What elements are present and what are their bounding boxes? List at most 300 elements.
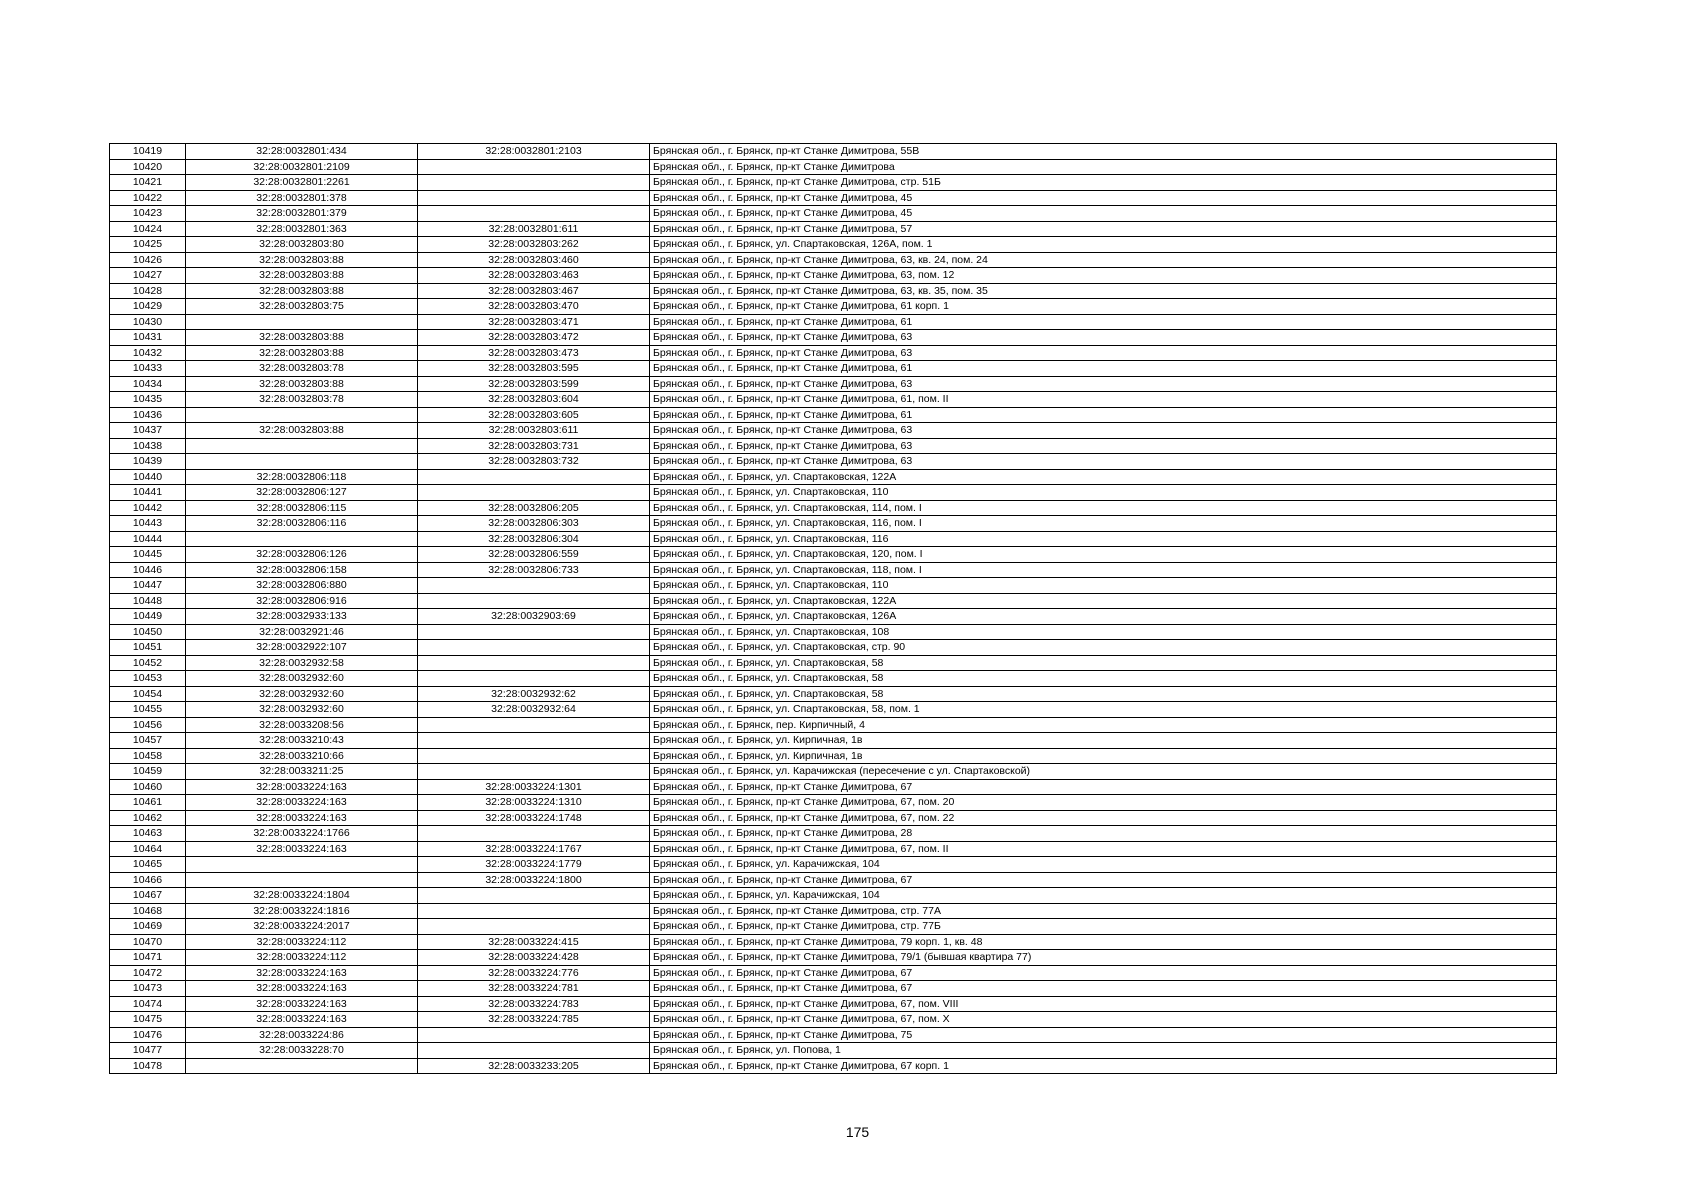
row-number-cell: 10449 (110, 609, 186, 625)
land-cadastral-number-cell: 32:28:0033224:1804 (186, 888, 418, 904)
address-cell: Брянская обл., г. Брянск, ул. Спартаковская, 118, пом. I (650, 562, 1557, 578)
row-number-cell: 10464 (110, 841, 186, 857)
table-row (110, 640, 1557, 656)
table-row (110, 857, 1557, 873)
land-cadastral-number-cell: 32:28:0032806:118 (186, 469, 418, 485)
land-cadastral-number-cell: 32:28:0032921:46 (186, 624, 418, 640)
land-cadastral-number-cell: 32:28:0032806:116 (186, 516, 418, 532)
address-cell: Брянская обл., г. Брянск, ул. Спартаковская, 58 (650, 686, 1557, 702)
building-cadastral-number-cell (418, 764, 650, 780)
address-cell: Брянская обл., г. Брянск, ул. Карачижская, 104 (650, 857, 1557, 873)
address-cell: Брянская обл., г. Брянск, ул. Кирпичная, 1в (650, 733, 1557, 749)
address-cell: Брянская обл., г. Брянск, пр-кт Станке Димитрова, 75 (650, 1027, 1557, 1043)
row-number-cell: 10445 (110, 547, 186, 563)
row-number-cell: 10470 (110, 934, 186, 950)
table-row (110, 485, 1557, 501)
address-cell: Брянская обл., г. Брянск, ул. Спартаковская, 120, пом. I (650, 547, 1557, 563)
row-number-cell: 10454 (110, 686, 186, 702)
address-cell: Брянская обл., г. Брянск, ул. Спартаковская, 126А, пом. 1 (650, 237, 1557, 253)
land-cadastral-number-cell: 32:28:0033224:86 (186, 1027, 418, 1043)
building-cadastral-number-cell (418, 671, 650, 687)
table-row (110, 981, 1557, 997)
land-cadastral-number-cell: 32:28:0032803:88 (186, 330, 418, 346)
address-cell: Брянская обл., г. Брянск, пр-кт Станке Димитрова, 79 корп. 1, кв. 48 (650, 934, 1557, 950)
building-cadastral-number-cell: 32:28:0032803:460 (418, 252, 650, 268)
building-cadastral-number-cell: 32:28:0032803:599 (418, 376, 650, 392)
table-row (110, 950, 1557, 966)
table-row (110, 237, 1557, 253)
row-number-cell: 10462 (110, 810, 186, 826)
building-cadastral-number-cell (418, 640, 650, 656)
table-row (110, 748, 1557, 764)
table-row (110, 671, 1557, 687)
building-cadastral-number-cell: 32:28:0032801:611 (418, 221, 650, 237)
address-cell: Брянская обл., г. Брянск, пр-кт Станке Димитрова (650, 159, 1557, 175)
land-cadastral-number-cell: 32:28:0033224:163 (186, 795, 418, 811)
row-number-cell: 10446 (110, 562, 186, 578)
table-row (110, 841, 1557, 857)
land-cadastral-number-cell (186, 857, 418, 873)
row-number-cell: 10458 (110, 748, 186, 764)
table-row (110, 1012, 1557, 1028)
land-cadastral-number-cell: 32:28:0032801:2109 (186, 159, 418, 175)
land-cadastral-number-cell: 32:28:0032806:115 (186, 500, 418, 516)
address-cell: Брянская обл., г. Брянск, пр-кт Станке Димитрова, 67 (650, 965, 1557, 981)
address-cell: Брянская обл., г. Брянск, пр-кт Станке Димитрова, 28 (650, 826, 1557, 842)
building-cadastral-number-cell: 32:28:0033224:783 (418, 996, 650, 1012)
address-cell: Брянская обл., г. Брянск, пр-кт Станке Димитрова, 67 корп. 1 (650, 1058, 1557, 1074)
building-cadastral-number-cell (418, 190, 650, 206)
address-cell: Брянская обл., г. Брянск, пр-кт Станке Димитрова, 63, кв. 24, пом. 24 (650, 252, 1557, 268)
table-row (110, 423, 1557, 439)
land-cadastral-number-cell: 32:28:0033224:163 (186, 1012, 418, 1028)
table-row (110, 609, 1557, 625)
building-cadastral-number-cell (418, 655, 650, 671)
table-row (110, 299, 1557, 315)
land-cadastral-number-cell: 32:28:0032932:60 (186, 702, 418, 718)
building-cadastral-number-cell: 32:28:0032803:467 (418, 283, 650, 299)
land-cadastral-number-cell: 32:28:0033224:163 (186, 810, 418, 826)
row-number-cell: 10444 (110, 531, 186, 547)
row-number-cell: 10436 (110, 407, 186, 423)
land-cadastral-number-cell: 32:28:0032803:78 (186, 361, 418, 377)
row-number-cell: 10465 (110, 857, 186, 873)
address-cell: Брянская обл., г. Брянск, пр-кт Станке Димитрова, 63, пом. 12 (650, 268, 1557, 284)
address-cell: Брянская обл., г. Брянск, пр-кт Станке Димитрова, 63 (650, 376, 1557, 392)
table-row (110, 376, 1557, 392)
land-cadastral-number-cell: 32:28:0032803:88 (186, 376, 418, 392)
building-cadastral-number-cell (418, 903, 650, 919)
row-number-cell: 10427 (110, 268, 186, 284)
land-cadastral-number-cell (186, 438, 418, 454)
address-cell: Брянская обл., г. Брянск, ул. Спартаковская, 110 (650, 485, 1557, 501)
land-cadastral-number-cell: 32:28:0033208:56 (186, 717, 418, 733)
table-row (110, 252, 1557, 268)
building-cadastral-number-cell: 32:28:0032806:304 (418, 531, 650, 547)
row-number-cell: 10467 (110, 888, 186, 904)
building-cadastral-number-cell: 32:28:0032803:470 (418, 299, 650, 315)
table-row (110, 438, 1557, 454)
table-row (110, 1058, 1557, 1074)
table-row (110, 578, 1557, 594)
table-row (110, 330, 1557, 346)
building-cadastral-number-cell: 32:28:0033224:781 (418, 981, 650, 997)
row-number-cell: 10420 (110, 159, 186, 175)
row-number-cell: 10441 (110, 485, 186, 501)
row-number-cell: 10438 (110, 438, 186, 454)
address-cell: Брянская обл., г. Брянск, пр-кт Станке Димитрова, 61 (650, 361, 1557, 377)
address-cell: Брянская обл., г. Брянск, пр-кт Станке Димитрова, 61 корп. 1 (650, 299, 1557, 315)
table-row (110, 345, 1557, 361)
address-cell: Брянская обл., г. Брянск, пр-кт Станке Димитрова, 63 (650, 454, 1557, 470)
row-number-cell: 10455 (110, 702, 186, 718)
building-cadastral-number-cell: 32:28:0032932:64 (418, 702, 650, 718)
row-number-cell: 10476 (110, 1027, 186, 1043)
address-cell: Брянская обл., г. Брянск, ул. Спартаковская, 116 (650, 531, 1557, 547)
land-cadastral-number-cell: 32:28:0033224:163 (186, 996, 418, 1012)
row-number-cell: 10432 (110, 345, 186, 361)
address-cell: Брянская обл., г. Брянск, ул. Карачижская, 104 (650, 888, 1557, 904)
row-number-cell: 10437 (110, 423, 186, 439)
table-row (110, 547, 1557, 563)
land-cadastral-number-cell: 32:28:0033224:1816 (186, 903, 418, 919)
address-cell: Брянская обл., г. Брянск, пр-кт Станке Димитрова, 45 (650, 190, 1557, 206)
land-cadastral-number-cell: 32:28:0033224:112 (186, 950, 418, 966)
land-cadastral-number-cell (186, 531, 418, 547)
row-number-cell: 10459 (110, 764, 186, 780)
building-cadastral-number-cell (418, 888, 650, 904)
row-number-cell: 10469 (110, 919, 186, 935)
address-cell: Брянская обл., г. Брянск, ул. Спартаковская, 116, пом. I (650, 516, 1557, 532)
building-cadastral-number-cell: 32:28:0032932:62 (418, 686, 650, 702)
building-cadastral-number-cell (418, 748, 650, 764)
table-row (110, 965, 1557, 981)
address-cell: Брянская обл., г. Брянск, ул. Спартаковская, 58, пом. 1 (650, 702, 1557, 718)
building-cadastral-number-cell: 32:28:0032803:463 (418, 268, 650, 284)
land-cadastral-number-cell: 32:28:0032806:126 (186, 547, 418, 563)
land-cadastral-number-cell (186, 1058, 418, 1074)
land-cadastral-number-cell: 32:28:0032803:75 (186, 299, 418, 315)
address-cell: Брянская обл., г. Брянск, пр-кт Станке Димитрова, 63 (650, 345, 1557, 361)
address-cell: Брянская обл., г. Брянск, пр-кт Станке Димитрова, 63 (650, 330, 1557, 346)
row-number-cell: 10466 (110, 872, 186, 888)
building-cadastral-number-cell: 32:28:0033233:205 (418, 1058, 650, 1074)
land-cadastral-number-cell: 32:28:0032803:88 (186, 423, 418, 439)
land-cadastral-number-cell: 32:28:0032801:434 (186, 144, 418, 160)
table-row (110, 531, 1557, 547)
table-row (110, 283, 1557, 299)
table-row (110, 624, 1557, 640)
building-cadastral-number-cell: 32:28:0033224:1301 (418, 779, 650, 795)
address-cell: Брянская обл., г. Брянск, пр-кт Станке Димитрова, 63, кв. 35, пом. 35 (650, 283, 1557, 299)
table-row (110, 655, 1557, 671)
row-number-cell: 10435 (110, 392, 186, 408)
land-cadastral-number-cell: 32:28:0032932:60 (186, 671, 418, 687)
row-number-cell: 10473 (110, 981, 186, 997)
row-number-cell: 10425 (110, 237, 186, 253)
address-cell: Брянская обл., г. Брянск, ул. Спартаковская, 58 (650, 671, 1557, 687)
address-cell: Брянская обл., г. Брянск, пр-кт Станке Димитрова, 67, пом. VIII (650, 996, 1557, 1012)
table-row (110, 717, 1557, 733)
land-cadastral-number-cell: 32:28:0033228:70 (186, 1043, 418, 1059)
address-cell: Брянская обл., г. Брянск, пр-кт Станке Димитрова, стр. 77А (650, 903, 1557, 919)
row-number-cell: 10439 (110, 454, 186, 470)
table-row (110, 190, 1557, 206)
address-cell: Брянская обл., г. Брянск, ул. Спартаковская, 108 (650, 624, 1557, 640)
building-cadastral-number-cell (418, 159, 650, 175)
address-cell: Брянская обл., г. Брянск, ул. Спартаковская, 122А (650, 469, 1557, 485)
land-cadastral-number-cell (186, 454, 418, 470)
page-number: 175 (845, 1124, 870, 1140)
address-cell: Брянская обл., г. Брянск, пр-кт Станке Димитрова, 67 (650, 872, 1557, 888)
building-cadastral-number-cell: 32:28:0033224:785 (418, 1012, 650, 1028)
building-cadastral-number-cell: 32:28:0032803:471 (418, 314, 650, 330)
building-cadastral-number-cell (418, 469, 650, 485)
row-number-cell: 10475 (110, 1012, 186, 1028)
table-row (110, 206, 1557, 222)
table-row (110, 500, 1557, 516)
row-number-cell: 10421 (110, 175, 186, 191)
building-cadastral-number-cell: 32:28:0032803:262 (418, 237, 650, 253)
land-cadastral-number-cell: 32:28:0033211:25 (186, 764, 418, 780)
row-number-cell: 10461 (110, 795, 186, 811)
land-cadastral-number-cell (186, 872, 418, 888)
building-cadastral-number-cell (418, 593, 650, 609)
row-number-cell: 10443 (110, 516, 186, 532)
table-row (110, 733, 1557, 749)
land-cadastral-number-cell: 32:28:0032803:88 (186, 345, 418, 361)
row-number-cell: 10447 (110, 578, 186, 594)
land-cadastral-number-cell: 32:28:0033224:163 (186, 779, 418, 795)
land-cadastral-number-cell: 32:28:0032801:2261 (186, 175, 418, 191)
land-cadastral-number-cell: 32:28:0032933:133 (186, 609, 418, 625)
table-row (110, 314, 1557, 330)
building-cadastral-number-cell: 32:28:0033224:1748 (418, 810, 650, 826)
building-cadastral-number-cell (418, 826, 650, 842)
address-cell: Брянская обл., г. Брянск, пр-кт Станке Димитрова, 45 (650, 206, 1557, 222)
row-number-cell: 10453 (110, 671, 186, 687)
row-number-cell: 10452 (110, 655, 186, 671)
address-cell: Брянская обл., г. Брянск, пр-кт Станке Димитрова, 63 (650, 423, 1557, 439)
land-cadastral-number-cell: 32:28:0033224:163 (186, 965, 418, 981)
row-number-cell: 10451 (110, 640, 186, 656)
table-row (110, 764, 1557, 780)
table-row (110, 407, 1557, 423)
address-cell: Брянская обл., г. Брянск, пр-кт Станке Димитрова, стр. 77Б (650, 919, 1557, 935)
address-cell: Брянская обл., г. Брянск, пр-кт Станке Димитрова, 79/1 (бывшая квартира 77) (650, 950, 1557, 966)
land-cadastral-number-cell (186, 407, 418, 423)
table-row (110, 702, 1557, 718)
land-cadastral-number-cell: 32:28:0032801:363 (186, 221, 418, 237)
row-number-cell: 10456 (110, 717, 186, 733)
address-cell: Брянская обл., г. Брянск, ул. Спартаковская, 110 (650, 578, 1557, 594)
land-cadastral-number-cell: 32:28:0033224:112 (186, 934, 418, 950)
table-row (110, 903, 1557, 919)
address-cell: Брянская обл., г. Брянск, ул. Карачижская (пересечение с ул. Спартаковской) (650, 764, 1557, 780)
address-cell: Брянская обл., г. Брянск, пр-кт Станке Димитрова, 57 (650, 221, 1557, 237)
land-cadastral-number-cell: 32:28:0032932:60 (186, 686, 418, 702)
address-cell: Брянская обл., г. Брянск, пр-кт Станке Димитрова, 61 (650, 407, 1557, 423)
land-cadastral-number-cell: 32:28:0033224:163 (186, 841, 418, 857)
table-row (110, 454, 1557, 470)
row-number-cell: 10460 (110, 779, 186, 795)
table-row (110, 888, 1557, 904)
land-cadastral-number-cell: 32:28:0032801:378 (186, 190, 418, 206)
building-cadastral-number-cell (418, 485, 650, 501)
row-number-cell: 10422 (110, 190, 186, 206)
row-number-cell: 10424 (110, 221, 186, 237)
building-cadastral-number-cell: 32:28:0032803:473 (418, 345, 650, 361)
row-number-cell: 10440 (110, 469, 186, 485)
address-cell: Брянская обл., г. Брянск, ул. Спартаковская, 114, пом. I (650, 500, 1557, 516)
building-cadastral-number-cell: 32:28:0032806:205 (418, 500, 650, 516)
building-cadastral-number-cell: 32:28:0032803:611 (418, 423, 650, 439)
land-cadastral-number-cell: 32:28:0032922:107 (186, 640, 418, 656)
land-cadastral-number-cell: 32:28:0032806:158 (186, 562, 418, 578)
table-row (110, 268, 1557, 284)
row-number-cell: 10468 (110, 903, 186, 919)
address-cell: Брянская обл., г. Брянск, пер. Кирпичный, 4 (650, 717, 1557, 733)
row-number-cell: 10472 (110, 965, 186, 981)
row-number-cell: 10448 (110, 593, 186, 609)
building-cadastral-number-cell: 32:28:0033224:1310 (418, 795, 650, 811)
address-cell: Брянская обл., г. Брянск, ул. Кирпичная, 1в (650, 748, 1557, 764)
building-cadastral-number-cell (418, 175, 650, 191)
building-cadastral-number-cell: 32:28:0033224:1779 (418, 857, 650, 873)
address-cell: Брянская обл., г. Брянск, ул. Спартаковская, 58 (650, 655, 1557, 671)
building-cadastral-number-cell: 32:28:0032803:595 (418, 361, 650, 377)
row-number-cell: 10463 (110, 826, 186, 842)
address-cell: Брянская обл., г. Брянск, пр-кт Станке Димитрова, 67, пом. X (650, 1012, 1557, 1028)
table-row (110, 361, 1557, 377)
building-cadastral-number-cell (418, 1043, 650, 1059)
row-number-cell: 10471 (110, 950, 186, 966)
row-number-cell: 10431 (110, 330, 186, 346)
table-row (110, 1043, 1557, 1059)
table-row (110, 159, 1557, 175)
row-number-cell: 10426 (110, 252, 186, 268)
building-cadastral-number-cell: 32:28:0033224:776 (418, 965, 650, 981)
land-cadastral-number-cell: 32:28:0032803:78 (186, 392, 418, 408)
building-cadastral-number-cell: 32:28:0032803:604 (418, 392, 650, 408)
building-cadastral-number-cell: 32:28:0033224:1800 (418, 872, 650, 888)
land-cadastral-number-cell: 32:28:0032803:80 (186, 237, 418, 253)
row-number-cell: 10428 (110, 283, 186, 299)
address-cell: Брянская обл., г. Брянск, пр-кт Станке Димитрова, 67, пом. 22 (650, 810, 1557, 826)
table-row (110, 810, 1557, 826)
land-cadastral-number-cell: 32:28:0032806:916 (186, 593, 418, 609)
table-row (110, 686, 1557, 702)
table-row (110, 795, 1557, 811)
address-cell: Брянская обл., г. Брянск, пр-кт Станке Димитрова, 67, пом. II (650, 841, 1557, 857)
table-row (110, 872, 1557, 888)
table-row (110, 934, 1557, 950)
table-row (110, 826, 1557, 842)
land-cadastral-number-cell: 32:28:0032803:88 (186, 283, 418, 299)
land-cadastral-number-cell: 32:28:0032806:127 (186, 485, 418, 501)
land-cadastral-number-cell: 32:28:0033224:1766 (186, 826, 418, 842)
building-cadastral-number-cell: 32:28:0032806:733 (418, 562, 650, 578)
address-cell: Брянская обл., г. Брянск, пр-кт Станке Димитрова, 67 (650, 779, 1557, 795)
building-cadastral-number-cell: 32:28:0032806:303 (418, 516, 650, 532)
building-cadastral-number-cell (418, 733, 650, 749)
land-cadastral-number-cell: 32:28:0033210:66 (186, 748, 418, 764)
row-number-cell: 10434 (110, 376, 186, 392)
building-cadastral-number-cell: 32:28:0032806:559 (418, 547, 650, 563)
building-cadastral-number-cell (418, 624, 650, 640)
row-number-cell: 10442 (110, 500, 186, 516)
address-cell: Брянская обл., г. Брянск, пр-кт Станке Димитрова, 67 (650, 981, 1557, 997)
row-number-cell: 10419 (110, 144, 186, 160)
table-row (110, 469, 1557, 485)
building-cadastral-number-cell: 32:28:0032803:731 (418, 438, 650, 454)
land-cadastral-number-cell: 32:28:0032932:58 (186, 655, 418, 671)
address-cell: Брянская обл., г. Брянск, ул. Спартаковская, 122А (650, 593, 1557, 609)
row-number-cell: 10474 (110, 996, 186, 1012)
building-cadastral-number-cell: 32:28:0032803:732 (418, 454, 650, 470)
address-cell: Брянская обл., г. Брянск, пр-кт Станке Димитрова, 63 (650, 438, 1557, 454)
land-cadastral-number-cell: 32:28:0033224:163 (186, 981, 418, 997)
row-number-cell: 10423 (110, 206, 186, 222)
registry-table (109, 143, 1557, 1074)
address-cell: Брянская обл., г. Брянск, ул. Спартаковская, стр. 90 (650, 640, 1557, 656)
row-number-cell: 10450 (110, 624, 186, 640)
land-cadastral-number-cell: 32:28:0032803:88 (186, 268, 418, 284)
address-cell: Брянская обл., г. Брянск, пр-кт Станке Димитрова, 61 (650, 314, 1557, 330)
table-row (110, 996, 1557, 1012)
address-cell: Брянская обл., г. Брянск, пр-кт Станке Димитрова, стр. 51Б (650, 175, 1557, 191)
building-cadastral-number-cell: 32:28:0032803:605 (418, 407, 650, 423)
address-cell: Брянская обл., г. Брянск, ул. Спартаковская, 126А (650, 609, 1557, 625)
land-cadastral-number-cell: 32:28:0032806:880 (186, 578, 418, 594)
land-cadastral-number-cell: 32:28:0032803:88 (186, 252, 418, 268)
registry-table-body (110, 144, 1557, 1074)
building-cadastral-number-cell (418, 206, 650, 222)
table-row (110, 221, 1557, 237)
land-cadastral-number-cell (186, 314, 418, 330)
building-cadastral-number-cell: 32:28:0032903:69 (418, 609, 650, 625)
building-cadastral-number-cell: 32:28:0033224:428 (418, 950, 650, 966)
row-number-cell: 10433 (110, 361, 186, 377)
row-number-cell: 10457 (110, 733, 186, 749)
land-cadastral-number-cell: 32:28:0032801:379 (186, 206, 418, 222)
table-row (110, 1027, 1557, 1043)
building-cadastral-number-cell (418, 578, 650, 594)
address-cell: Брянская обл., г. Брянск, пр-кт Станке Димитрова, 67, пом. 20 (650, 795, 1557, 811)
building-cadastral-number-cell: 32:28:0032803:472 (418, 330, 650, 346)
table-row (110, 144, 1557, 160)
table-row (110, 593, 1557, 609)
building-cadastral-number-cell (418, 1027, 650, 1043)
land-cadastral-number-cell: 32:28:0033224:2017 (186, 919, 418, 935)
address-cell: Брянская обл., г. Брянск, ул. Попова, 1 (650, 1043, 1557, 1059)
table-row (110, 175, 1557, 191)
row-number-cell: 10430 (110, 314, 186, 330)
building-cadastral-number-cell: 32:28:0033224:1767 (418, 841, 650, 857)
table-row (110, 562, 1557, 578)
table-row (110, 516, 1557, 532)
building-cadastral-number-cell: 32:28:0032801:2103 (418, 144, 650, 160)
table-row (110, 919, 1557, 935)
building-cadastral-number-cell (418, 919, 650, 935)
row-number-cell: 10429 (110, 299, 186, 315)
address-cell: Брянская обл., г. Брянск, пр-кт Станке Димитрова, 61, пом. II (650, 392, 1557, 408)
table-row (110, 392, 1557, 408)
address-cell: Брянская обл., г. Брянск, пр-кт Станке Димитрова, 55В (650, 144, 1557, 160)
table-row (110, 779, 1557, 795)
row-number-cell: 10478 (110, 1058, 186, 1074)
building-cadastral-number-cell: 32:28:0033224:415 (418, 934, 650, 950)
